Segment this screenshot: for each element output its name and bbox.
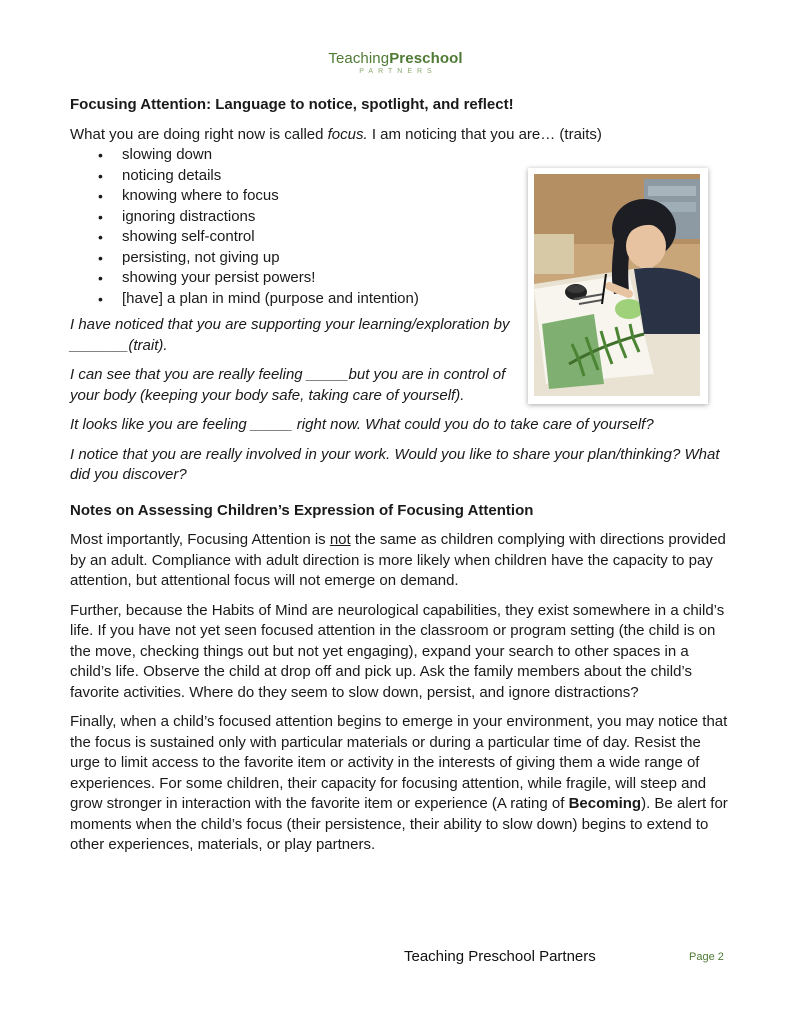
section-heading-notes: Notes on Assessing Children’s Expression of Focusing Attention [70, 501, 534, 519]
list-item: • showing your persist powers! [98, 268, 730, 289]
list-item: • knowing where to focus [98, 186, 730, 207]
prompt-share-plan: I notice that you are really involved in your work. Would you like to share your plan/thinking? What did you discover? [70, 445, 720, 483]
traits-list [70, 145, 730, 309]
notes-paragraph-1: Most importantly, Focusing Attention is not the same as children complying with directions provided by an adult. Compliance with adult direction is more likely when children have the capacity to pay attention, but attentional focus will not emerge on demand. [70, 531, 726, 589]
intro-paragraph: What you are doing right now is called focus. I am noticing that you are… (traits) [70, 125, 602, 143]
list-item: • showing self-control [98, 227, 730, 248]
logo-wordmark: TeachingPreschool [328, 50, 463, 67]
notes-paragraph-3: Finally, when a child’s focused attention begins to emerge in your environment, you may notice that the focus is sustained only with particular materials or during a particular time of day. Resist the urge to limit access to the favorite item or activity in the interests of giving them a wide range of experiences. For some children, their capacity for focusing attention, while fragile, will steep and grow stronger in interaction with the favorite item or experience (A rating of Becoming). Be alert for moments when the child’s focus (their persistence, their ability to slow down) begins to extend to other experiences, materials, or play partners. [70, 713, 728, 853]
list-item: • ignoring distractions [98, 207, 730, 228]
notes-paragraph-2: Further, because the Habits of Mind are neurological capabilities, they exist somewhere in a child’s life. If you have not yet seen focused attention in the classroom or program setting (the child is on the move, checking things out but not yet engaging), expand your search to other spaces in a child’s life. Observe the child at drop off and pick up. Ask the family members about the child’s favorite activities. Where do they seem to slow down, persist, and ignore distractions? [70, 601, 725, 701]
main-content [70, 95, 730, 865]
prompt-supporting-learning: I have noticed that you are supporting your learning/exploration by _______(trait). [70, 316, 510, 354]
logo-tagline: PARTNERS [359, 68, 437, 75]
list-item: • noticing details [98, 166, 730, 187]
section-heading-language: Focusing Attention: Language to notice, spotlight, and reflect! [70, 96, 514, 113]
prompt-feeling-in-control: I can see that you are really feeling _____but you are in control of your body (keeping your body safe, taking care of yourself). [70, 366, 506, 404]
prompt-take-care: It looks like you are feeling _____ right now. What could you do to take care of yourself? [70, 416, 654, 433]
logo [0, 50, 791, 75]
footer-title: Teaching Preschool Partners [404, 948, 596, 965]
list-item: • [have] a plan in mind (purpose and intention) [98, 289, 730, 310]
page-number: Page 2 [689, 951, 724, 963]
list-item: • slowing down [98, 145, 730, 166]
list-item: • persisting, not giving up [98, 248, 730, 269]
